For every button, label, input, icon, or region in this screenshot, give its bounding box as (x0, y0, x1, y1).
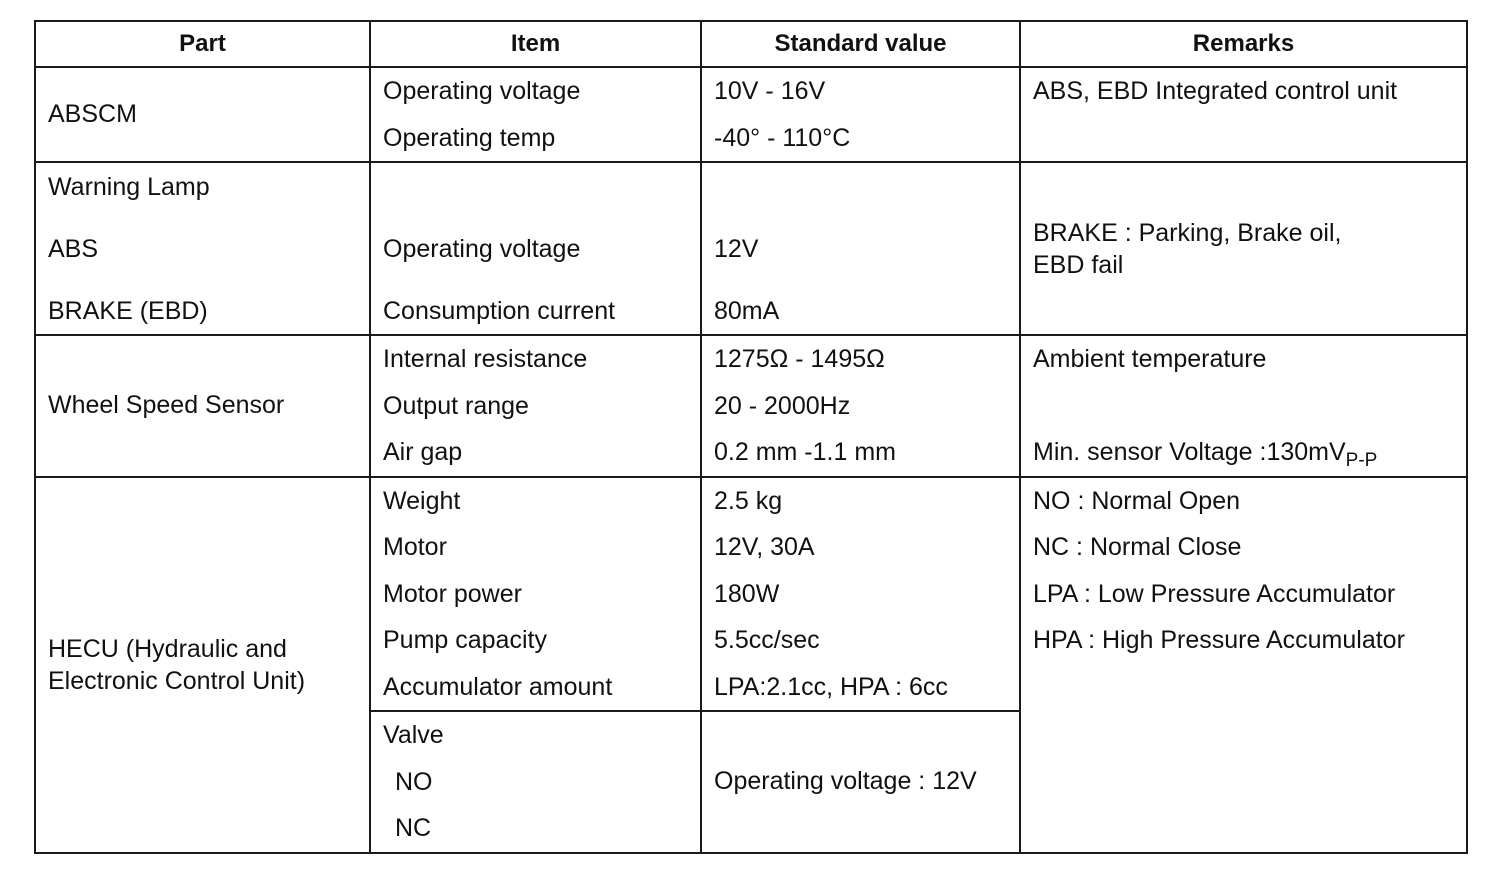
remark-text: NO : Normal Open (1033, 486, 1241, 515)
value-text: 10V - 16V (714, 77, 826, 105)
value-cell-wheel-speed-sensor (701, 335, 1020, 477)
part-cell-wheel-speed-sensor (35, 335, 370, 477)
value-text: 0.2 mm -1.1 mm (714, 438, 896, 466)
specification-table (34, 20, 1468, 854)
item-text: Operating temp (383, 123, 556, 152)
remark-subscript: P-P (1345, 450, 1378, 471)
header-row (35, 21, 1467, 67)
item-text: Accumulator amount (383, 672, 613, 701)
value-text: 12V (714, 235, 759, 263)
item-text: Motor power (383, 579, 522, 608)
part-cell-hecu (35, 477, 370, 853)
remark-text: Ambient temperature (1033, 345, 1267, 373)
spec-page (34, 20, 1466, 846)
value-text: 12V, 30A (714, 533, 815, 561)
table-row-warning-lamp (35, 162, 1467, 335)
item-text: Consumption current (383, 297, 616, 325)
header-part: Part (35, 21, 370, 67)
part-label: Warning Lamp (48, 173, 210, 201)
table-row-wheel-speed-sensor (35, 335, 1467, 477)
part-cell-abscm (35, 67, 370, 162)
value-text: 20 - 2000Hz (714, 391, 851, 420)
item-text: Operating voltage (383, 235, 581, 263)
value-cell-valve (701, 711, 1020, 853)
item-text: NC (395, 814, 432, 842)
value-text: -40° - 110°C (714, 123, 851, 152)
remark-min-voltage (1033, 429, 1454, 476)
part-label: BRAKE (EBD) (48, 297, 208, 325)
remark-cell-hecu (1020, 477, 1467, 853)
item-text: Valve (383, 721, 444, 749)
value-text: Operating voltage : 12V (714, 767, 977, 796)
part-label: ABS (48, 235, 99, 263)
remark-cell-abscm (1020, 67, 1467, 162)
item-text: NO (395, 767, 433, 796)
value-text: 180W (714, 579, 780, 608)
item-text: Pump capacity (383, 626, 547, 654)
table-row-abscm (35, 67, 1467, 162)
remark-text: Min. sensor Voltage :130mV (1033, 438, 1346, 466)
remark-text: NC : Normal Close (1033, 533, 1242, 561)
item-text: Internal resistance (383, 345, 588, 373)
header-standard-value: Standard value (701, 21, 1020, 67)
item-text: Weight (383, 486, 461, 515)
item-cell-warning-lamp (370, 162, 701, 335)
remark-cell-wheel-speed-sensor (1020, 335, 1467, 477)
remark-text: EBD fail (1033, 250, 1124, 279)
header-item: Item (370, 21, 701, 67)
value-text: LPA:2.1cc, HPA : 6cc (714, 672, 948, 701)
item-text: Output range (383, 391, 529, 420)
item-cell-abscm (370, 67, 701, 162)
item-cell-hecu (370, 477, 701, 712)
item-text: Operating voltage (383, 77, 581, 105)
value-text: 2.5 kg (714, 486, 783, 515)
table-row-hecu (35, 477, 1467, 712)
value-text: 1275Ω - 1495Ω (714, 345, 885, 373)
item-text: Motor (383, 533, 447, 561)
item-cell-wheel-speed-sensor (370, 335, 701, 477)
remark-cell-warning-lamp (1020, 162, 1467, 335)
header-remarks: Remarks (1020, 21, 1467, 67)
part-label-abscm: ABSCM (48, 100, 137, 128)
remark-text: HPA : High Pressure Accumulator (1033, 626, 1405, 654)
part-label: Wheel Speed Sensor (48, 391, 285, 420)
value-cell-abscm (701, 67, 1020, 162)
item-cell-valve (370, 711, 701, 853)
value-cell-hecu (701, 477, 1020, 712)
value-text: 5.5cc/sec (714, 626, 820, 654)
remark-text: BRAKE : Parking, Brake oil, (1033, 218, 1342, 247)
value-text: 80mA (714, 297, 780, 325)
item-text: Air gap (383, 438, 463, 466)
value-cell-warning-lamp (701, 162, 1020, 335)
part-cell-warning-lamp (35, 162, 370, 335)
part-label: HECU (Hydraulic and (48, 634, 287, 663)
part-label: Electronic Control Unit) (48, 666, 306, 695)
remark-text: ABS, EBD Integrated control unit (1033, 77, 1398, 105)
remark-text: LPA : Low Pressure Accumulator (1033, 579, 1396, 608)
